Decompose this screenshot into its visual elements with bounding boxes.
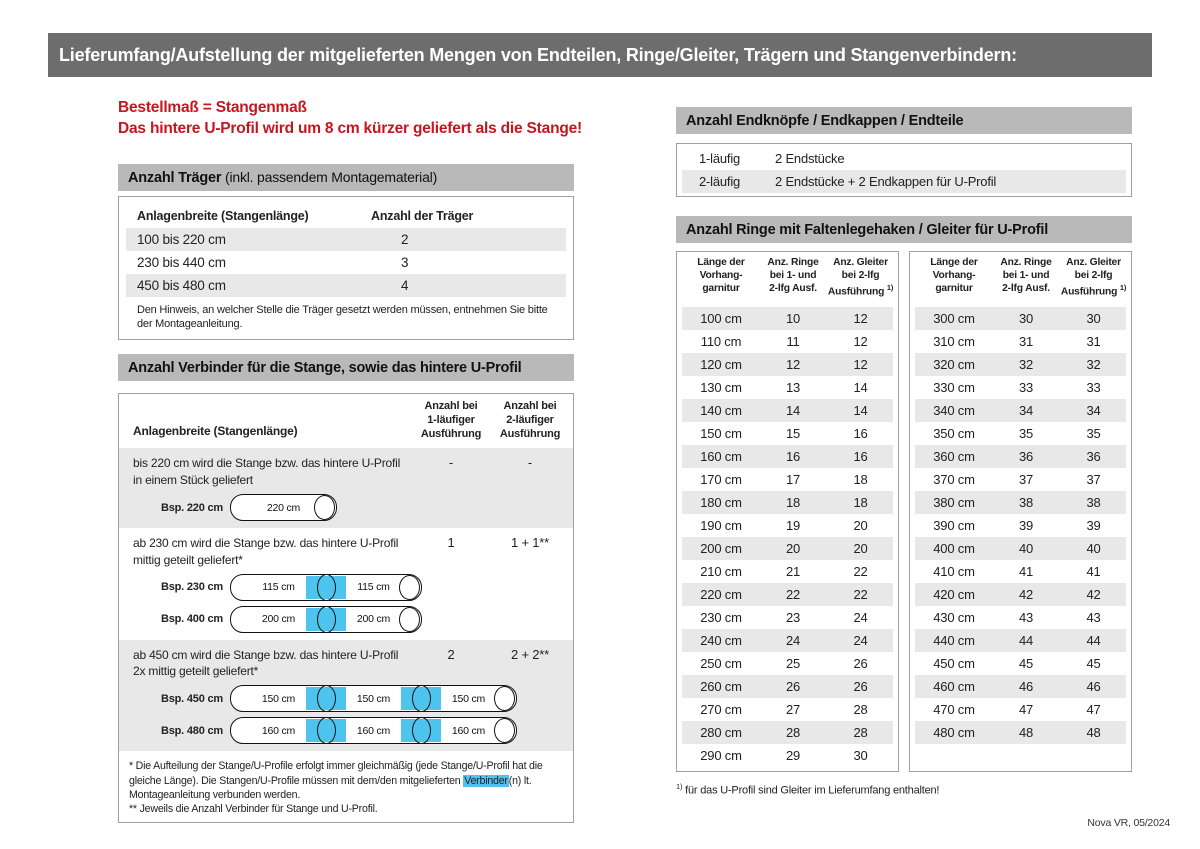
ringe-table-right — [909, 251, 1132, 772]
header-line: Vorhang- — [932, 269, 976, 281]
verbinder-title: Anzahl Verbinder für die Stange, sowie das hintere U-Profil — [128, 360, 522, 377]
cell-laenge: 240 cm — [700, 633, 742, 648]
cell-laenge: 440 cm — [933, 633, 975, 648]
cell-laenge: 450 cm — [933, 656, 975, 671]
table-row — [126, 251, 566, 274]
value-1-laeufig: 1 — [447, 535, 455, 551]
cell-anz-ringe: 47 — [1018, 702, 1034, 717]
traeger-col-anzahl: Anzahl der Träger — [371, 208, 474, 223]
notice-line-2: Das hintere U-Profil wird um 8 cm kürzer geliefert als die Stange! — [118, 119, 582, 137]
cell-anz-ringe: 32 — [1018, 357, 1034, 372]
cell-anz-gleiter: 18 — [853, 472, 868, 487]
cell-anz-ringe: 25 — [785, 656, 801, 671]
table-row — [915, 491, 1126, 514]
cell-anz-gleiter: 14 — [853, 403, 868, 418]
cell-anz-ringe: 33 — [1018, 380, 1034, 395]
ringe-footnote — [676, 782, 1132, 797]
cell-anz-ringe: 37 — [1018, 472, 1034, 487]
cell-anz-gleiter: 40 — [1086, 541, 1101, 556]
rod-segment-label: 200 cm — [261, 613, 296, 626]
rod-segment-label: 150 cm — [261, 692, 296, 705]
table-row — [682, 583, 893, 606]
cell-anz-gleiter: 44 — [1086, 633, 1101, 648]
rod-diagram — [119, 606, 573, 633]
header-line: garnitur — [935, 282, 973, 294]
table-row — [915, 652, 1126, 675]
page-title: Lieferumfang/Aufstellung der mitgelieferten Mengen von Endteilen, Ringe/Gleiter, Trägern und Stangenverbindern: — [59, 45, 1017, 65]
cell-anz-ringe: 34 — [1018, 403, 1034, 418]
table-row — [682, 445, 893, 468]
joint-cap-arc — [317, 574, 336, 601]
cell-laenge: 140 cm — [700, 403, 742, 418]
traeger-title-rest: (inkl. passendem Montagematerial) — [221, 168, 438, 185]
rod-graphic — [230, 494, 337, 521]
cell-laenge: 270 cm — [700, 702, 742, 717]
verbinder-footnote-2: ** Jeweils die Anzahl Verbinder für Stange und U-Profil. — [129, 803, 378, 816]
header-line: Anz. Gleiter — [833, 257, 888, 268]
cell-anz-ringe: 20 — [785, 541, 801, 556]
cell-anz-gleiter: 35 — [1086, 426, 1101, 441]
rod-segment-label: 220 cm — [266, 501, 301, 514]
rod-example-label: Bsp. 400 cm — [160, 613, 223, 626]
cell-anzahl-traeger: 3 — [401, 254, 409, 270]
cell-anz-ringe: 29 — [785, 748, 801, 763]
table-row — [682, 744, 893, 767]
cell-anz-gleiter: 33 — [1086, 380, 1101, 395]
cell-laenge: 280 cm — [700, 725, 742, 740]
column-header — [1059, 257, 1128, 299]
rod-diagram — [119, 494, 573, 521]
cell-laenge: 130 cm — [700, 380, 742, 395]
table-row — [682, 307, 893, 330]
traeger-note: Den Hinweis, an welcher Stelle die Träger gesetzt werden müssen, entnehmen Sie bitte der Montageanleitung. — [137, 303, 548, 331]
table-row — [682, 629, 893, 652]
cell-anz-gleiter: 47 — [1086, 702, 1101, 717]
cell-anz-ringe: 42 — [1018, 587, 1034, 602]
table-row — [682, 330, 893, 353]
table-row — [682, 606, 893, 629]
cell-laenge: 210 cm — [700, 564, 742, 579]
cell-anz-gleiter: 12 — [853, 357, 868, 372]
endteile-section-header — [676, 107, 1132, 134]
header-line: bei 1- und — [769, 269, 817, 281]
ringe-title: Anzahl Ringe mit Faltenlegehaken / Gleiter für U-Profil — [686, 222, 1049, 238]
table-row — [682, 399, 893, 422]
notice — [118, 98, 582, 140]
cell-anz-gleiter: 24 — [853, 610, 868, 625]
cell-anz-gleiter: 30 — [1086, 311, 1101, 326]
cell-laenge: 290 cm — [700, 748, 742, 763]
cell-endteile: 2 Endstücke — [775, 151, 845, 166]
ringe-footnote-text: für das U-Profil sind Gleiter im Lieferumfang enthalten! — [682, 784, 940, 797]
cell-anz-gleiter: 34 — [1086, 403, 1101, 418]
cell-laenge: 390 cm — [933, 518, 975, 533]
verbinder-col-2-laeufig — [491, 400, 569, 441]
cell-laenge: 190 cm — [700, 518, 742, 533]
rod-example-label: Bsp. 230 cm — [160, 581, 223, 594]
header-line: Ausführung $^{1)}$ — [1060, 282, 1127, 298]
cell-anz-gleiter: 26 — [853, 656, 868, 671]
table-row — [682, 491, 893, 514]
cell-laenge: 150 cm — [700, 426, 742, 441]
cell-anz-ringe: 13 — [785, 380, 801, 395]
table-row — [682, 514, 893, 537]
left-column — [118, 98, 582, 823]
cell-anz-gleiter: 37 — [1086, 472, 1101, 487]
table-row — [126, 274, 566, 297]
cell-laenge: 200 cm — [700, 541, 742, 556]
value-2-laeufig: - — [527, 455, 533, 471]
traeger-table-header — [126, 204, 566, 228]
cell-laenge: 250 cm — [700, 656, 742, 671]
cell-anz-gleiter: 12 — [853, 334, 868, 349]
rod-end-cap — [399, 607, 420, 632]
table-row — [915, 376, 1126, 399]
cell-laenge: 420 cm — [933, 587, 975, 602]
cell-anz-gleiter: 20 — [853, 541, 868, 556]
cell-anz-gleiter: 46 — [1086, 679, 1101, 694]
rod-segment-label: 160 cm — [261, 724, 296, 737]
cell-anz-ringe: 46 — [1018, 679, 1034, 694]
cell-laenge: 100 cm — [700, 311, 742, 326]
column-header — [760, 257, 826, 296]
cell-anz-ringe: 16 — [785, 449, 801, 464]
table-row — [126, 228, 566, 251]
cell-anz-gleiter: 16 — [853, 426, 868, 441]
value-1-laeufig: 2 — [447, 646, 455, 662]
description-line: in einem Stück geliefert — [133, 473, 253, 488]
header-line: Anz. Ringe — [767, 257, 819, 268]
rod-end-cap — [399, 575, 420, 600]
header-line: Vorhang- — [699, 269, 743, 281]
table-row — [915, 560, 1126, 583]
cell-laenge: 170 cm — [700, 472, 742, 487]
header-line: Ausführung $^{1)}$ — [827, 282, 894, 298]
cell-anz-gleiter: 31 — [1086, 334, 1101, 349]
description-line: bis 220 cm wird die Stange bzw. das hintere U-Profil — [133, 456, 401, 471]
header-line: Anz. Ringe — [1000, 257, 1052, 268]
table-row — [915, 399, 1126, 422]
cell-anz-gleiter: 12 — [853, 311, 868, 326]
traeger-title-bold: Anzahl Träger — [128, 169, 222, 186]
cell-anz-ringe: 15 — [785, 426, 801, 441]
table-row — [682, 147, 1126, 170]
value-2-laeufig: 1 + 1** — [511, 535, 549, 551]
cell-anz-ringe: 10 — [785, 311, 801, 326]
header-footnote-marker: 1) — [886, 282, 894, 292]
table-row — [682, 537, 893, 560]
rod-graphic — [230, 717, 517, 744]
cell-anz-gleiter: 28 — [853, 725, 868, 740]
page-title-bar — [48, 33, 1152, 77]
rod-segment-label: 115 cm — [262, 581, 295, 594]
table-row — [915, 629, 1126, 652]
header-line: Anzahl bei — [424, 400, 478, 413]
traeger-section-header — [118, 164, 574, 191]
footnote-1-pre: * Die Aufteilung der Stange/U-Profile erfolgt immer gleichmäßig (jede Stange/U-Profil hat die gleiche Länge). Die Stangen/U-Profile müssen mit dem/den mitgelieferten — [129, 760, 543, 787]
ringe-header-right — [915, 257, 1126, 303]
cell-anz-ringe: 18 — [785, 495, 801, 510]
column-header — [682, 257, 760, 296]
table-row — [682, 675, 893, 698]
table-row — [915, 307, 1126, 330]
cell-anz-gleiter: 45 — [1086, 656, 1101, 671]
cell-anz-gleiter: 30 — [853, 748, 868, 763]
cell-anz-ringe: 41 — [1018, 564, 1034, 579]
cell-laenge: 180 cm — [700, 495, 742, 510]
ringe-rows-right — [915, 307, 1126, 744]
cell-laenge: 220 cm — [700, 587, 742, 602]
traeger-col-anlagenbreite: Anlagenbreite (Stangenlänge) — [137, 208, 309, 223]
cell-laenge: 430 cm — [933, 610, 975, 625]
cell-anzahl-traeger: 4 — [401, 277, 409, 293]
cell-anz-ringe: 30 — [1018, 311, 1034, 326]
rod-end-cap — [314, 495, 335, 520]
cell-laenge: 460 cm — [933, 679, 975, 694]
traeger-rows — [126, 228, 566, 297]
header-line: Ausführung — [499, 427, 561, 440]
table-row — [682, 353, 893, 376]
cell-anz-gleiter: 20 — [853, 518, 868, 533]
cell-anz-gleiter: 24 — [853, 633, 868, 648]
cell-laenge: 340 cm — [933, 403, 975, 418]
header-line: Länge der — [697, 257, 745, 268]
cell-laenge: 320 cm — [933, 357, 975, 372]
rod-example-label: Bsp. 480 cm — [160, 724, 223, 737]
table-row — [915, 330, 1126, 353]
ringe-header-left — [682, 257, 893, 303]
cell-anz-ringe: 43 — [1018, 610, 1034, 625]
verbinder-row — [119, 448, 573, 528]
cell-anz-ringe: 24 — [785, 633, 801, 648]
cell-anz-ringe: 26 — [785, 679, 801, 694]
ringe-section-header — [676, 216, 1132, 243]
cell-laenge: 110 cm — [700, 334, 742, 349]
table-row — [915, 721, 1126, 744]
rod-diagram — [119, 685, 573, 712]
header-line: bei 1- und — [1002, 269, 1050, 281]
cell-anz-ringe: 22 — [785, 587, 801, 602]
document-footer: Nova VR, 05/2024 — [1087, 817, 1170, 829]
verbinder-table-header — [119, 394, 573, 448]
cell-laenge: 260 cm — [700, 679, 742, 694]
description-line: mittig geteilt geliefert* — [133, 552, 243, 567]
verbinder-row — [119, 528, 573, 640]
cell-anz-gleiter: 41 — [1086, 564, 1101, 579]
table-row — [915, 422, 1126, 445]
rod-segment-label: 150 cm — [356, 692, 391, 705]
cell-anz-gleiter: 28 — [853, 702, 868, 717]
table-row — [915, 537, 1126, 560]
header-line: bei 2-lfg — [1074, 269, 1113, 281]
cell-laenge: 470 cm — [933, 702, 975, 717]
cell-anz-gleiter: 38 — [1086, 495, 1101, 510]
table-row — [915, 675, 1126, 698]
verbinder-footnotes — [119, 751, 573, 818]
table-row — [682, 698, 893, 721]
cell-laenge: 380 cm — [933, 495, 975, 510]
cell-anz-ringe: 21 — [785, 564, 801, 579]
endteile-rows — [682, 147, 1126, 193]
header-line: bei 2-lfg — [841, 269, 880, 281]
cell-anz-ringe: 19 — [785, 518, 801, 533]
table-row — [682, 560, 893, 583]
notice-line-1: Bestellmaß = Stangenmaß — [118, 99, 307, 116]
rod-diagram — [119, 574, 573, 601]
cell-anzahl-traeger: 2 — [401, 231, 409, 247]
header-line: 2-lfg Ausf. — [769, 282, 817, 294]
description-line: 2x mittig geteilt geliefert* — [133, 664, 259, 679]
cell-anlagenbreite: 450 bis 480 cm — [137, 277, 226, 293]
header-line: 2-läufiger — [506, 414, 554, 427]
traeger-table — [118, 196, 574, 341]
header-line: Anzahl bei — [503, 400, 557, 413]
column-header — [915, 257, 993, 296]
cell-anz-gleiter: 39 — [1086, 518, 1101, 533]
value-2-laeufig: 2 + 2** — [511, 646, 549, 662]
cell-anlagenbreite: 100 bis 220 cm — [137, 231, 226, 247]
cell-laenge: 160 cm — [700, 449, 742, 464]
verbinder-col-anlagenbreite: Anlagenbreite (Stangenlänge) — [133, 424, 298, 439]
cell-anz-gleiter: 48 — [1086, 725, 1101, 740]
rod-example-label: Bsp. 450 cm — [160, 692, 223, 705]
verbinder-rows — [119, 448, 573, 751]
cell-laenge: 400 cm — [933, 541, 975, 556]
cell-anz-ringe: 14 — [785, 403, 801, 418]
cell-anz-ringe: 11 — [786, 334, 800, 349]
cell-laenge: 230 cm — [700, 610, 742, 625]
table-row — [915, 606, 1126, 629]
table-row — [915, 583, 1126, 606]
cell-anz-ringe: 31 — [1018, 334, 1034, 349]
table-row — [915, 468, 1126, 491]
cell-laenge: 120 cm — [700, 357, 742, 372]
cell-anz-ringe: 39 — [1018, 518, 1034, 533]
table-row — [915, 445, 1126, 468]
rod-segment-label: 115 cm — [357, 581, 390, 594]
joint-cap-arc — [317, 606, 336, 633]
cell-laenge: 350 cm — [933, 426, 975, 441]
table-row — [682, 170, 1126, 193]
cell-anz-gleiter: 36 — [1086, 449, 1101, 464]
header-line: 2-lfg Ausf. — [1002, 282, 1050, 294]
table-row — [682, 652, 893, 675]
ringe-rows-left — [682, 307, 893, 767]
cell-laenge: 480 cm — [933, 725, 975, 740]
cell-anz-ringe: 48 — [1018, 725, 1034, 740]
table-row — [915, 698, 1126, 721]
column-header — [993, 257, 1059, 296]
cell-laenge: 300 cm — [933, 311, 975, 326]
header-line: Anz. Gleiter — [1066, 257, 1121, 268]
cell-anz-gleiter: 26 — [853, 679, 868, 694]
endteile-title: Anzahl Endknöpfe / Endkappen / Endteile — [686, 113, 964, 129]
cell-anz-ringe: 36 — [1018, 449, 1034, 464]
ringe-tables — [676, 251, 1132, 772]
cell-anz-gleiter: 43 — [1086, 610, 1101, 625]
footnote-1-post: (n) lt. Montageanleitung verbunden werden. — [129, 774, 532, 801]
cell-anz-gleiter: 42 — [1086, 587, 1101, 602]
cell-anz-ringe: 35 — [1018, 426, 1034, 441]
header-footnote-marker: 1) — [1119, 282, 1127, 292]
verbinder-footnote-1 — [129, 759, 563, 802]
table-row — [915, 514, 1126, 537]
cell-anz-ringe: 40 — [1018, 541, 1034, 556]
header-line: Ausführung — [420, 427, 482, 440]
rod-segment-label: 160 cm — [356, 724, 391, 737]
header-line: Länge der — [930, 257, 978, 268]
cell-endteile: 2 Endstücke + 2 Endkappen für U-Profil — [775, 174, 997, 189]
rod-graphic — [230, 606, 422, 633]
cell-laenge: 410 cm — [933, 564, 975, 579]
rod-example-label: Bsp. 220 cm — [160, 501, 223, 514]
table-row — [915, 353, 1126, 376]
table-row — [682, 376, 893, 399]
cell-anz-ringe: 44 — [1018, 633, 1034, 648]
cell-anz-ringe: 17 — [785, 472, 801, 487]
right-column — [676, 107, 1132, 797]
cell-anz-gleiter: 22 — [853, 564, 868, 579]
table-row — [682, 721, 893, 744]
verbinder-row — [119, 640, 573, 752]
verbinder-section-header — [118, 354, 574, 381]
rod-diagram — [119, 717, 573, 744]
cell-anz-ringe: 45 — [1018, 656, 1034, 671]
value-1-laeufig: - — [448, 455, 454, 471]
cell-anz-ringe: 28 — [785, 725, 801, 740]
rod-graphic — [230, 574, 422, 601]
header-line: garnitur — [702, 282, 740, 294]
description-line: ab 230 cm wird die Stange bzw. das hintere U-Profil — [133, 536, 399, 551]
cell-anz-gleiter: 22 — [853, 587, 868, 602]
cell-anz-gleiter: 18 — [853, 495, 868, 510]
rod-segment-label: 150 cm — [451, 692, 486, 705]
rod-graphic — [230, 685, 517, 712]
verbinder-col-1-laeufig — [415, 400, 487, 441]
header-line: 1-läufiger — [427, 414, 475, 427]
cell-laenge: 310 cm — [933, 334, 975, 349]
cell-anz-gleiter: 32 — [1086, 357, 1101, 372]
verbinder-table — [118, 393, 574, 823]
ringe-footnote-sup: 1) — [676, 782, 683, 791]
table-row — [682, 468, 893, 491]
cell-anz-ringe: 38 — [1018, 495, 1034, 510]
cell-laenge: 370 cm — [933, 472, 975, 487]
cell-laenge: 330 cm — [933, 380, 975, 395]
cell-laenge: 360 cm — [933, 449, 975, 464]
rod-segment-label: 160 cm — [451, 724, 486, 737]
cell-anz-ringe: 27 — [785, 702, 801, 717]
cell-anlagenbreite: 230 bis 440 cm — [137, 254, 226, 270]
cell-anz-gleiter: 16 — [853, 449, 868, 464]
cell-anz-gleiter: 14 — [853, 380, 868, 395]
ringe-table-left — [676, 251, 899, 772]
description-line: ab 450 cm wird die Stange bzw. das hintere U-Profil — [133, 647, 399, 662]
cell-anz-ringe: 12 — [785, 357, 801, 372]
cell-laeufigkeit: 2-läufig — [699, 174, 741, 189]
rod-segment-label: 200 cm — [356, 613, 391, 626]
footnote-1-highlight: Verbinder — [464, 774, 508, 787]
table-row — [682, 422, 893, 445]
cell-anz-ringe: 23 — [785, 610, 801, 625]
endteile-table — [676, 143, 1132, 197]
cell-laeufigkeit: 1-läufig — [699, 151, 741, 166]
column-header — [826, 257, 895, 299]
